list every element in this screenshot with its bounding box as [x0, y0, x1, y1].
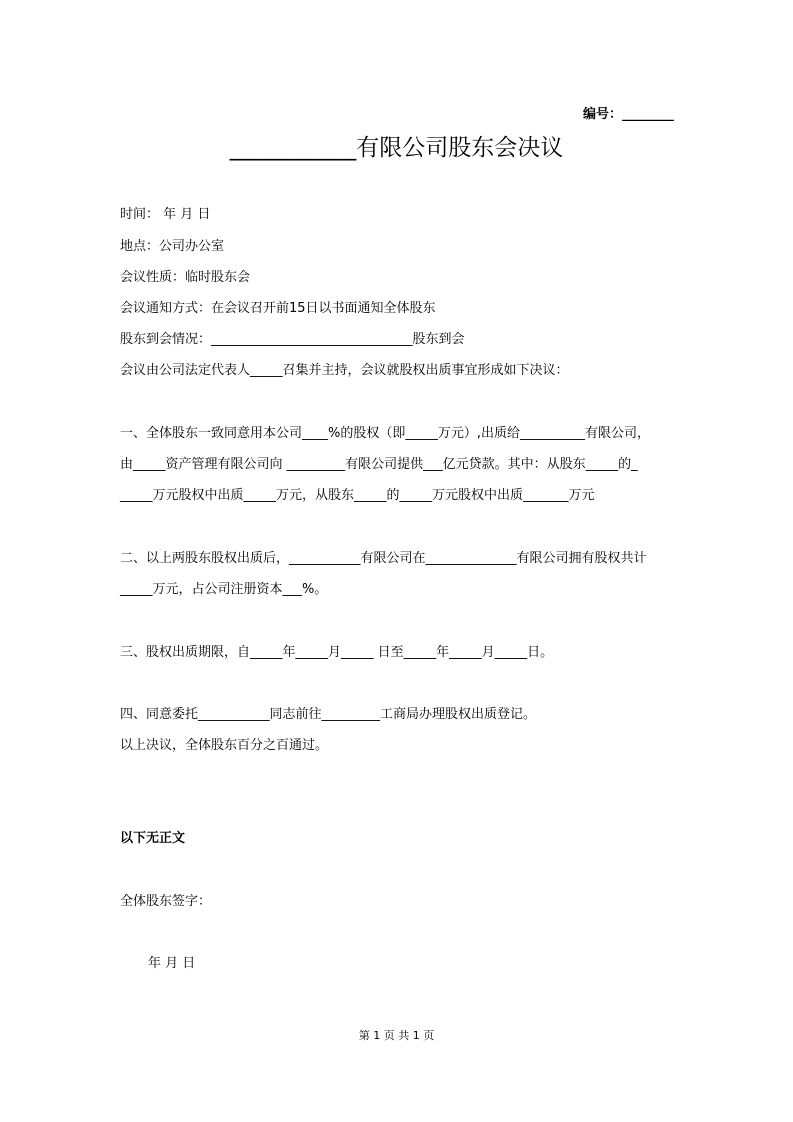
resolution-2-line-2: _____万元，占公司注册资本___%。	[120, 582, 328, 597]
meeting-place: 地点：公司办公室	[120, 239, 225, 254]
meeting-attendance: 股东到会情况：_______________________________股东到会	[120, 332, 465, 347]
resolution-1-line-3: _____万元股权中出质_____万元，从股东_____的_____万元股权中出质_______万元	[120, 488, 595, 503]
page-footer: 第 1 页 共 1 页	[358, 1029, 435, 1042]
signature-date: 年 月 日	[148, 956, 196, 971]
resolution-4: 四、同意委托___________同志前往_________工商局办理股权出质登记。	[120, 707, 537, 722]
approval-statement: 以上决议，全体股东百分之百通过。	[120, 738, 329, 753]
meeting-convener: 会议由公司法定代表人_____召集并主持，会议就股权出质事宜形成如下决议：	[120, 363, 569, 378]
resolution-1-line-1: 一、全体股东一致同意用本公司____%的股权（即_____万元）,出质给__________有限公司，	[120, 426, 650, 441]
resolution-1-line-2: 由_____资产管理有限公司向 _________有限公司提供___亿元贷款。其中：从股东_____的_	[120, 457, 638, 472]
resolution-3: 三、股权出质期限，自_____年_____月_____ 日至_____年_____月_____日。	[120, 645, 554, 660]
end-note: 以下无正文	[120, 831, 186, 846]
serial-number: 编号：________	[582, 107, 674, 122]
resolution-2-line-1: 二、以上两股东股权出质后，___________有限公司在______________有限公司拥有股权共计	[120, 551, 647, 566]
signature-label: 全体股东签字：	[120, 894, 212, 909]
document-title: ___________有限公司股东会决议	[229, 135, 564, 161]
meeting-notice: 会议通知方式：在会议召开前15日以书面通知全体股东	[120, 301, 436, 316]
meeting-nature: 会议性质：临时股东会	[120, 270, 251, 285]
meeting-time: 时间： 年 月 日	[120, 207, 211, 222]
